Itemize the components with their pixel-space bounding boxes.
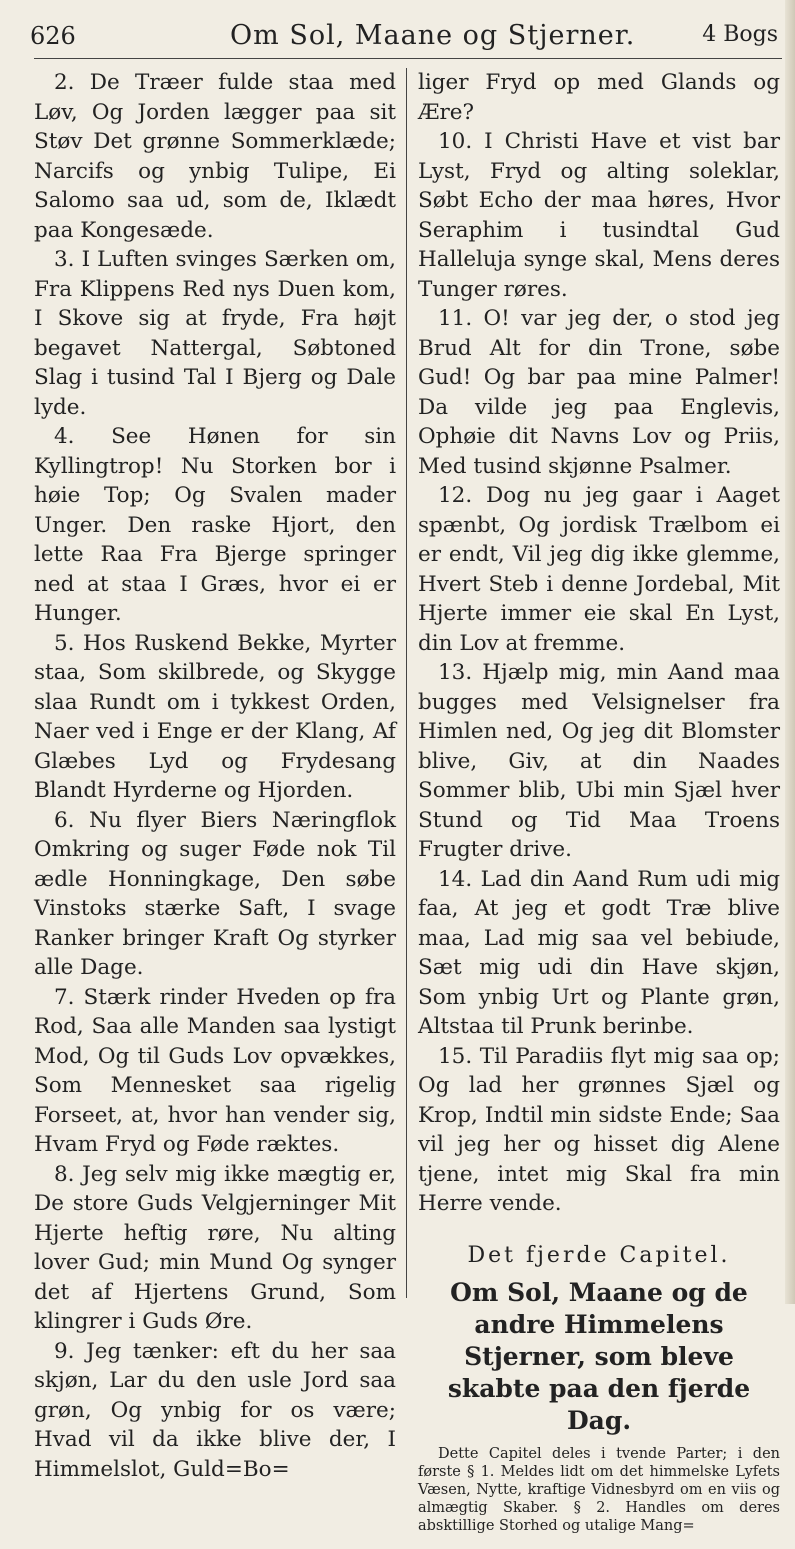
chapter-title: Det fjerde Capitel. — [467, 1242, 731, 1268]
stanza-9-continued: liger Fryd op med Glands og Ære? — [418, 70, 780, 125]
stanza-11: 11. O! var jeg der, o stod jeg Brud Alt for din Trone, søbe Gud! Og bar paa mine Palmer! Da vilde jeg paa Englevis, Ophøie dit Navns Lov og Priis, Med tusind skjønne Psalmer. — [418, 306, 780, 479]
stanza-14: 14. Lad din Aand Rum udi mig faa, At jeg et godt Træ blive maa, Lad mig saa vel bebiude, Sæt mig udi din Have skjøn, Som ynbig Urt og Plante grøn, Altstaa til Prunk berinbe. — [418, 866, 780, 1039]
stanza-5: 5. Hos Ruskend Bekke, Myrter staa, Som skilbrede, og Skygge slaa Rundt om i tykkest Orden, Naer ved i Enge er der Klang, Af Glæbes Lyd og Frydesang Blandt Hyrderne og Hjorden. — [34, 630, 396, 803]
column-divider — [406, 68, 407, 1298]
right-column — [418, 68, 780, 1549]
chapter-summary: Dette Capitel deles i tvende Parter; i den første § 1. Meldes lidt om det himmelske Lyfets Væsen, Nytte, kraftige Vidnesbyrd om en viis og almægtig Skaber. § 2. Handles om deres absktillige Storhed og utalige Mang= — [418, 1445, 780, 1534]
stanza-12: 12. Dog nu jeg gaar i Aaget spænbt, Og jordisk Trælbom ei er endt, Vil jeg dig ikke glemme, Hvert Steb i denne Jordebal, Mit Hjerte immer eie skal En Lyst, din Lov at fremme. — [418, 483, 780, 656]
stanza-7: 7. Stærk rinder Hveden op fra Rod, Saa alle Manden saa lystigt Mod, Og til Guds Lov opvækkes, Som Mennesket saa rigelig Forseet, at, hvor han vender sig, Hvam Fryd og Føde ræktes. — [34, 984, 396, 1157]
stanza-10: 10. I Christi Have et vist bar Lyst, Fryd og alting soleklar, Søbt Echo der maa høres, Hvor Seraphim i tusindtal Gud Halleluja synge skal, Mens deres Tunger røres. — [418, 129, 780, 302]
book-signature: 4 Bogs — [702, 22, 778, 47]
left-column — [34, 68, 396, 1484]
stanza-3: 3. I Luften svinges Særken om, Fra Klippens Red nys Duen kom, I Skove sig at fryde, Fra højt begavet Nattergal, Søbtoned Slag i tusind Tal I Bjerg og Dale lyde. — [34, 247, 396, 420]
chapter-heading: Om Sol, Maane og de andre Himmelens Stjerner, som bleve skabte paa den fjerde Dag. — [447, 1277, 751, 1435]
header-rule — [34, 58, 782, 59]
stanza-8: 8. Jeg selv mig ikke mægtig er, De store Guds Velgjerninger Mit Hjerte heftig røre, Nu alting lover Gud; min Mund Og synger det af Hjertens Grund, Som klingrer i Guds Øre. — [34, 1161, 396, 1334]
page-number: 626 — [30, 22, 76, 50]
stanza-13: 13. Hjælp mig, min Aand maa bugges med Velsignelser fra Himlen ned, Og jeg dit Blomster blive, Giv, at din Naades Sommer blib, Ubi min Sjæl hver Stund og Tid Maa Troens Frugter drive. — [418, 660, 780, 862]
stanza-9: 9. Jeg tænker: eft du her saa skjøn, Lar du den usle Jord saa grøn, Og ynbig for os være; Hvad vil da ikke blive der, I Himmelslot, Guld=Bo= — [34, 1338, 396, 1482]
page-header — [30, 18, 782, 58]
page-edge — [785, 0, 795, 1304]
stanza-15: 15. Til Paradiis flyt mig saa op; Og lad her grønnes Sjæl og Krop, Indtil min sidste Ende; Saa vil jeg her og hisset dig Alene tjene, intet mig Skal fra min Herre vende. — [418, 1043, 780, 1216]
running-title: Om Sol, Maane og Stjerner. — [230, 20, 636, 51]
stanza-6: 6. Nu flyer Biers Næringflok Omkring og suger Føde nok Til ædle Honningkage, Den søbe Vinstoks stærke Saft, I svage Ranker bringer Kraft Og styrker alle Dage. — [34, 807, 396, 980]
stanza-4: 4. See Hønen for sin Kyllingtrop! Nu Storken bor i høie Top; Og Svalen mader Unger. Den raske Hjort, den lette Raa Fra Bjerge springer ned at staa I Græs, hvor ei er Hunger. — [34, 424, 396, 626]
stanza-2: 2. De Træer fulde staa med Løv, Og Jorden lægger paa sit Støv Det grønne Sommerklæde; Narcifs og ynbig Tulipe, Ei Salomo saa ud, som de, Iklædt paa Kongesæde. — [34, 70, 396, 243]
